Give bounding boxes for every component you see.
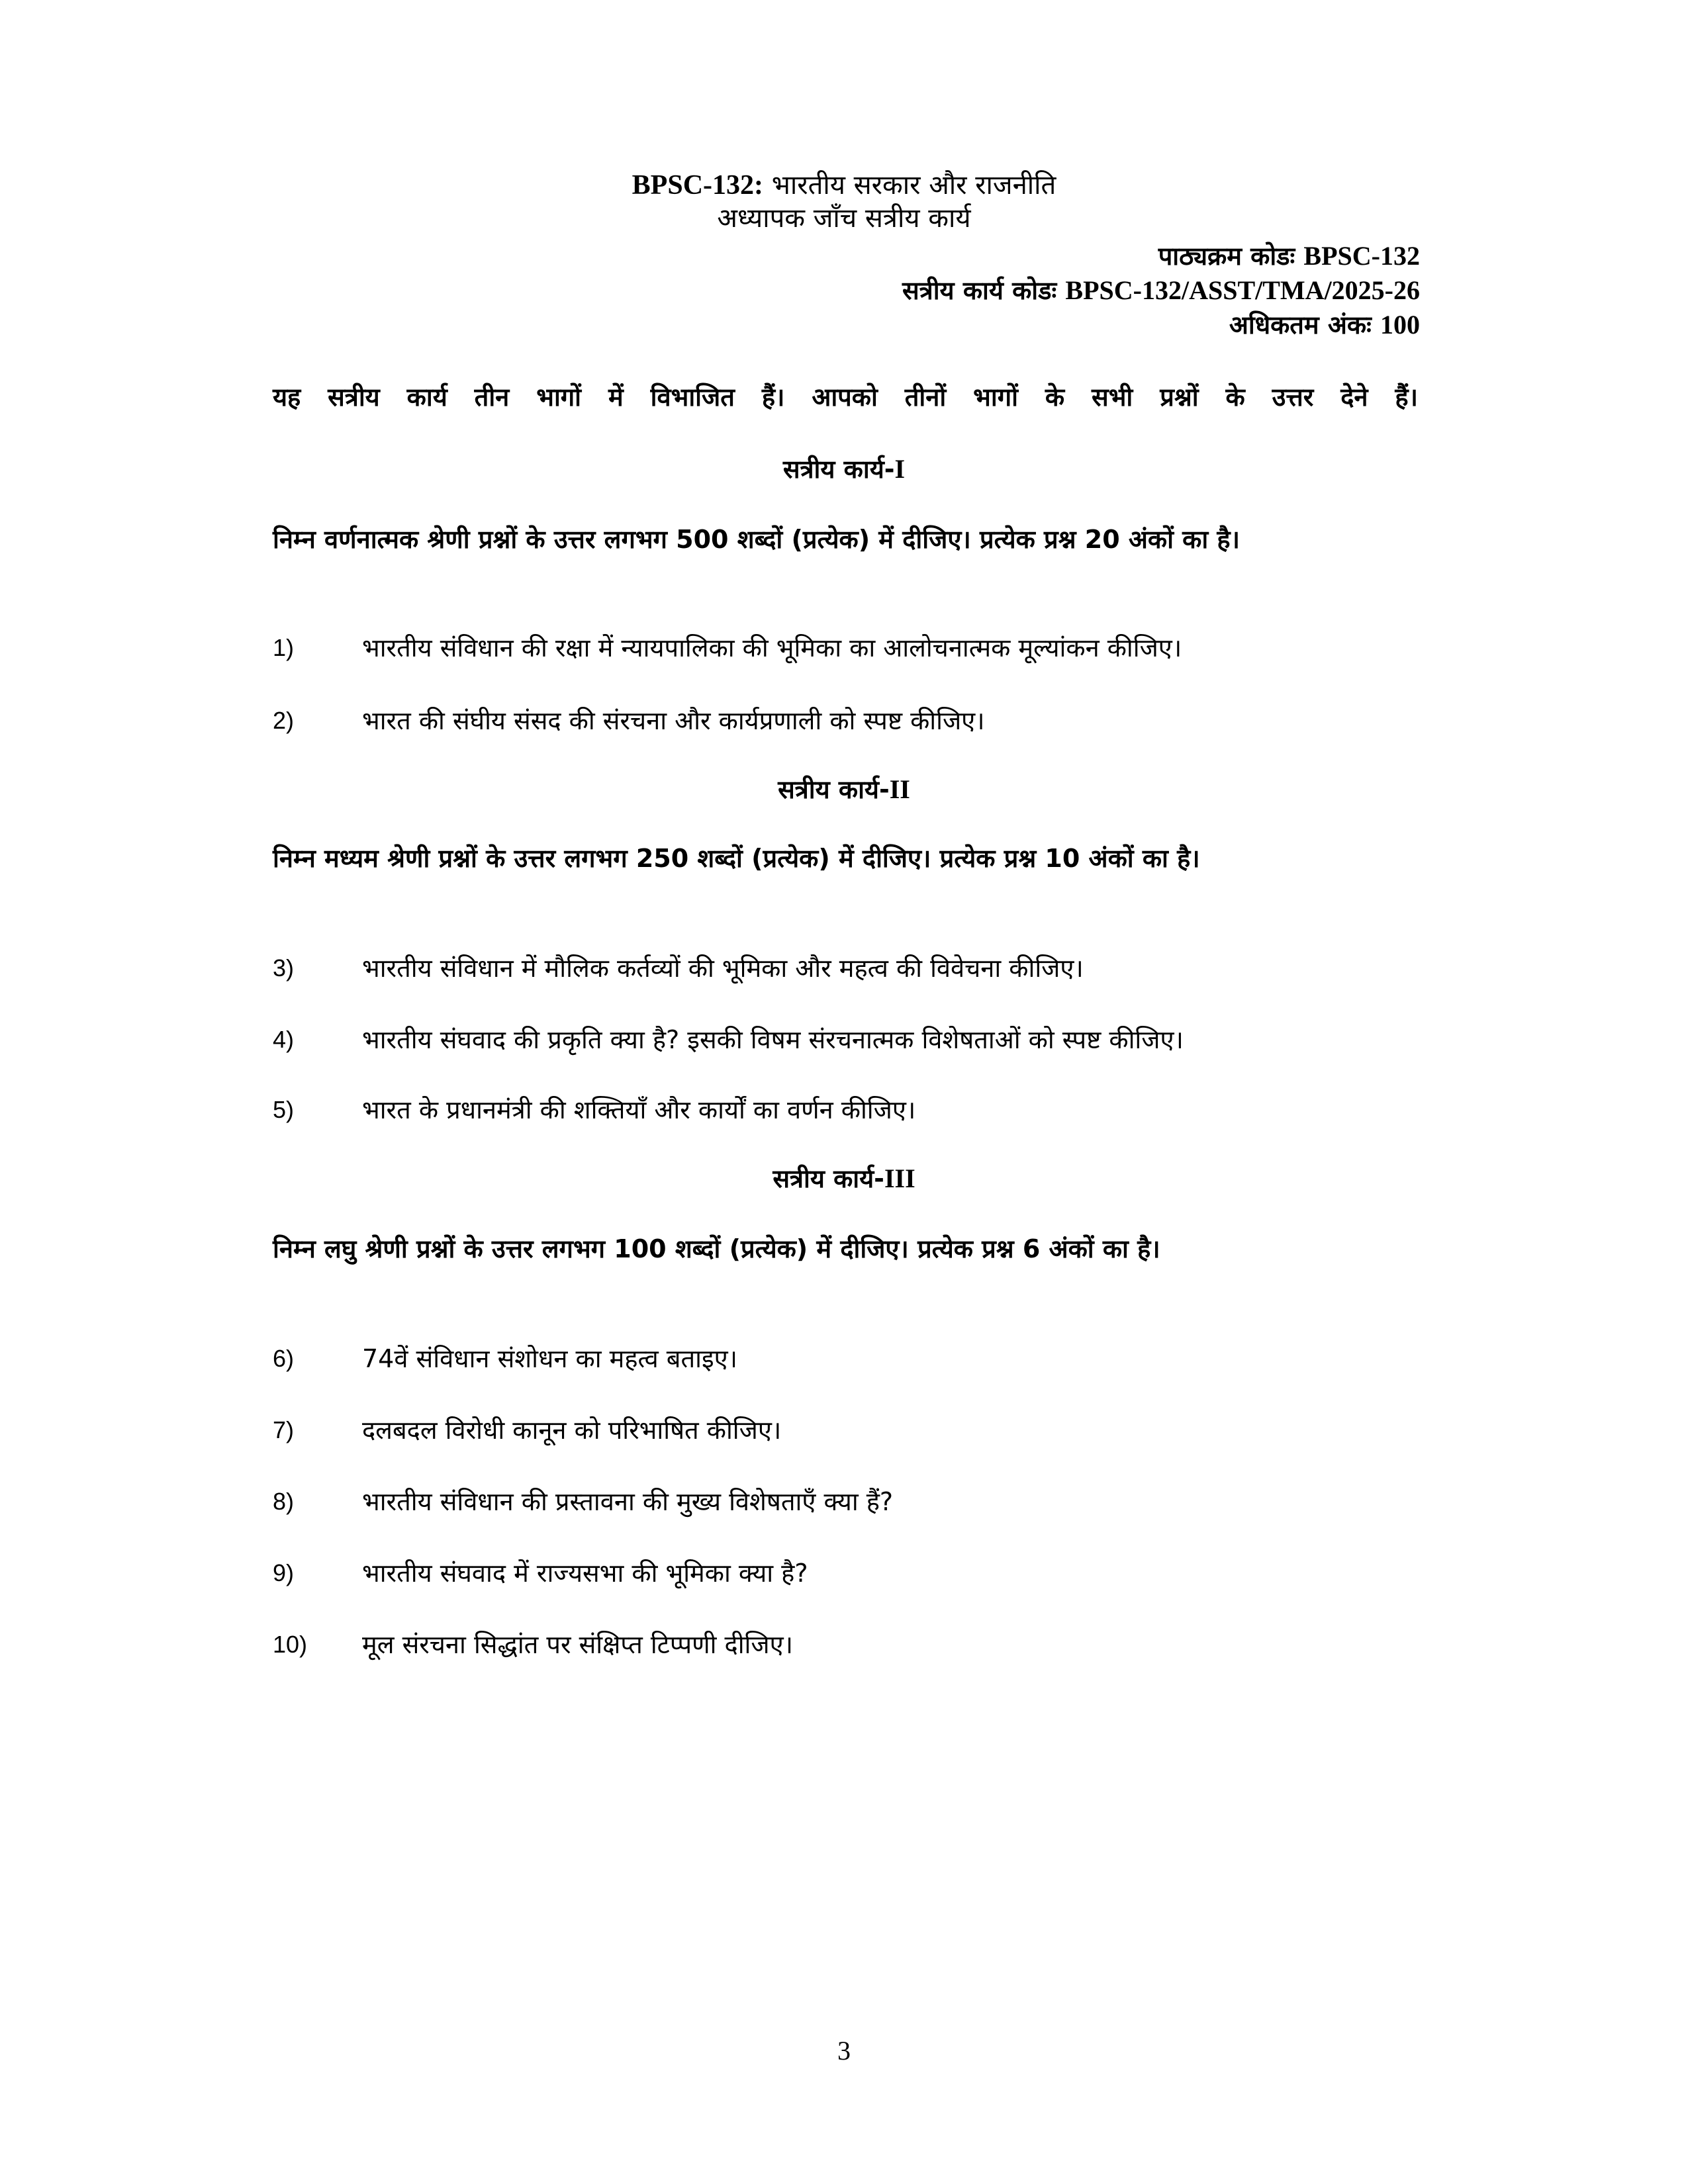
question-number: 8) [273, 1488, 295, 1515]
assignment-code-line [902, 274, 1420, 307]
assignment-code-label: सत्रीय कार्य कोडः [902, 276, 1066, 305]
document-subtitle: अध्यापक जाँच सत्रीय कार्य [717, 203, 971, 234]
question-number: 9) [273, 1559, 295, 1586]
section-instruction-3: निम्न लघु श्रेणी प्रश्नों के उत्तर लगभग 100 शब्दों (प्रत्येक) में दीजिए। प्रत्येक प्रश्न 6 अंकों का है। [273, 1234, 1160, 1263]
course-code-prefix: BPSC-132: [632, 170, 764, 201]
section-heading-label: सत्रीय कार्य- [773, 1164, 884, 1193]
course-code-value: BPSC-132 [1303, 241, 1420, 271]
section-heading-label: सत्रीय कार्य- [782, 455, 895, 484]
assignment-code-value: BPSC-132/ASST/TMA/2025-26 [1065, 275, 1420, 305]
max-marks-value: 100 [1380, 310, 1420, 340]
question-number: 10) [273, 1631, 308, 1658]
question-text: भारतीय संविधान की प्रस्तावना की मुख्य विशेषताएँ क्या हैं? [362, 1487, 894, 1516]
course-code-label: पाठ्यक्रम कोडः [1158, 242, 1304, 271]
question-number: 6) [273, 1345, 295, 1372]
section-heading-2 [0, 773, 1688, 806]
question-number: 5) [273, 1096, 295, 1123]
assignment-intro: यह सत्रीय कार्य तीन भागों में विभाजित हैं। आपको तीनों भागों के सभी प्रश्नों के उत्तर देने हैं। [273, 383, 1418, 412]
question-text: भारतीय संघवाद की प्रकृति क्या है? इसकी विषम संरचनात्मक विशेषताओं को स्पष्ट कीजिए। [362, 1025, 1184, 1054]
question-text: भारतीय संघवाद में राज्यसभा की भूमिका क्या है? [362, 1559, 808, 1588]
course-title-line [0, 168, 1688, 203]
course-code-line [1158, 240, 1420, 273]
question-text: दलबदल विरोधी कानून को परिभाषित कीजिए। [362, 1416, 782, 1445]
section-heading-roman: I [894, 454, 906, 484]
section-instruction-2: निम्न मध्यम श्रेणी प्रश्नों के उत्तर लगभग 250 शब्दों (प्रत्येक) में दीजिए। प्रत्येक प्रश्न 10 अंकों का है। [273, 844, 1200, 873]
question-text: भारतीय संविधान में मौलिक कर्तव्यों की भूमिका और महत्व की विवेचना कीजिए। [362, 954, 1084, 983]
max-marks-line [1229, 308, 1420, 341]
question-number: 1) [273, 634, 295, 661]
question-number: 2) [273, 707, 295, 734]
question-number: 7) [273, 1416, 295, 1443]
question-text: भारतीय संविधान की रक्षा में न्यायपालिका की भूमिका का आलोचनात्मक मूल्यांकन कीजिए। [362, 633, 1182, 662]
question-text: भारत के प्रधानमंत्री की शक्तियाँ और कार्यों का वर्णन कीजिए। [362, 1095, 916, 1124]
max-marks-label: अधिकतम अंकः [1229, 310, 1380, 340]
question-number: 3) [273, 954, 295, 981]
section-heading-label: सत्रीय कार्य- [778, 775, 890, 804]
page-number: 3 [837, 2036, 851, 2066]
question-text: भारत की संघीय संसद की संरचना और कार्यप्रणाली को स्पष्ट कीजिए। [362, 706, 985, 735]
course-title: भारतीय सरकार और राजनीति [763, 170, 1056, 201]
question-text: मूल संरचना सिद्धांत पर संक्षिप्त टिप्पणी दीजिए। [362, 1630, 793, 1659]
section-heading-roman: II [889, 774, 910, 804]
question-number: 4) [273, 1026, 295, 1053]
section-heading-1 [0, 453, 1688, 486]
section-heading-3 [0, 1162, 1688, 1195]
question-text: 74वें संविधान संशोधन का महत्व बताइए। [362, 1344, 738, 1373]
section-heading-roman: III [884, 1163, 915, 1193]
section-instruction-1: निम्न वर्णनात्मक श्रेणी प्रश्नों के उत्तर लगभग 500 शब्दों (प्रत्येक) में दीजिए। प्रत्येक प्रश्न 20 अंकों का है। [273, 525, 1241, 554]
